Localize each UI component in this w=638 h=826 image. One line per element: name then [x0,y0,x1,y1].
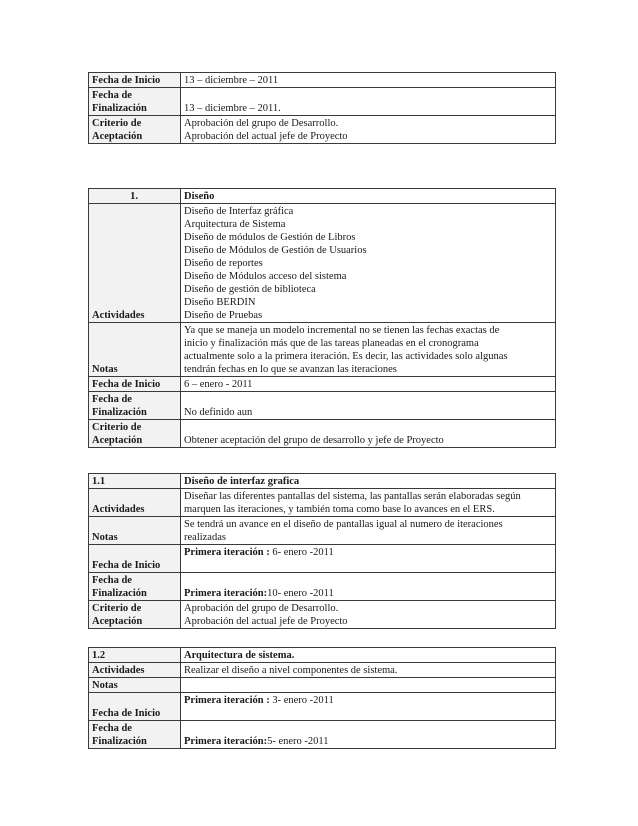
acceptance-criteria-label [89,420,181,448]
table-row [89,489,556,517]
activity-item: Diseño de reportes [184,258,263,269]
empty-line [184,559,551,572]
criteria-item: Aprobación del grupo de Desarrollo. [184,603,339,614]
iteration-label: Primera iteración: [184,588,268,599]
activities-label: Actividades [89,663,181,678]
end-date-value: 13 – diciembre – 2011. [181,88,556,116]
table-row [89,88,556,116]
end-date-label [89,392,181,420]
end-date-label-line1: Fecha de [92,723,132,734]
table-row [89,663,556,678]
empty-line [92,694,176,707]
table-row [89,116,556,144]
notes-label: Notas [89,323,181,377]
end-date-label [89,88,181,116]
activity-item: Diseño de Interfaz gráfica [184,206,294,217]
notes-line: realizadas [184,532,226,543]
end-date-label-line1: Fecha de [92,90,132,101]
notes-line: actualmente solo a la primera iteración. Es decir, las actividades solo algunas [184,351,508,362]
acceptance-criteria-value [181,601,556,629]
notes-line: tendrán fechas en lo que se avanzan las iteraciones [184,364,397,375]
criteria-label-line2: Aceptación [92,131,143,142]
iteration-label: Primera iteración: [184,736,268,747]
task-number: 1.2 [89,648,181,663]
start-date-label-text: Fecha de Inicio [92,708,161,719]
table-row [89,323,556,377]
activities-value: Realizar el diseño a nivel componentes de sistema. [181,663,556,678]
table-row [89,601,556,629]
architecture-table [88,647,556,749]
end-date-label-line2: Finalización [92,103,147,114]
table-row [89,545,556,573]
iteration-date: 5- enero -2011 [267,736,329,747]
activity-item: Arquitectura de Sistema [184,219,286,230]
activity-item: Diseño de Módulos de Gestión de Usuarios [184,245,367,256]
end-date-label-line2: Finalización [92,736,147,747]
end-date-label-line1: Fecha de [92,575,132,586]
start-date-value: 13 – diciembre – 2011 [181,73,556,88]
notes-label: Notas [89,517,181,545]
acceptance-criteria-label [89,116,181,144]
start-date-label: Fecha de Inicio [89,377,181,392]
start-date-label: Fecha de Inicio [89,73,181,88]
notes-value [181,323,556,377]
activity-item: Diseño BERDIN [184,297,256,308]
start-date-label [89,693,181,721]
criteria-label-line2: Aceptación [92,616,143,627]
criteria-item: Aprobación del actual jefe de Proyecto [184,616,348,627]
activity-item: Diseño de Módulos acceso del sistema [184,271,347,282]
notes-value [181,517,556,545]
phase-number: 1. [89,189,181,204]
activities-label: Actividades [89,489,181,517]
table-row [89,420,556,448]
interface-design-table [88,473,556,629]
task-title: Diseño de interfaz grafica [181,474,556,489]
criteria-label-line1: Criterio de [92,118,142,129]
table-row [89,377,556,392]
milestone-table-1 [88,72,556,144]
table-row [89,517,556,545]
notes-label: Notas [89,678,181,693]
table-row [89,721,556,749]
notes-value [181,678,556,693]
phase-title: Diseño [181,189,556,204]
end-date-value [181,573,556,601]
start-date-label: Fecha de Inicio [89,545,181,573]
iteration-label: Primera iteración : [184,695,270,706]
notes-line: inicio y finalización más que de las tareas planeadas en el cronograma [184,338,479,349]
start-date-value [181,693,556,721]
activity-item: Diseño de Pruebas [184,310,263,321]
task-title: Arquitectura de sistema. [181,648,556,663]
criteria-label-line1: Criterio de [92,422,142,433]
criteria-item: Aprobación del actual jefe de Proyecto [184,131,348,142]
table-row [89,474,556,489]
task-number: 1.1 [89,474,181,489]
table-row [89,392,556,420]
start-date-value [181,545,556,573]
iteration-label: Primera iteración : [184,547,270,558]
end-date-label [89,721,181,749]
activities-label: Actividades [89,204,181,323]
iteration-date: 6- enero -2011 [269,547,334,558]
start-date-line [184,694,551,707]
end-date-label [89,573,181,601]
acceptance-criteria-value: Obtener aceptación del grupo de desarrollo y jefe de Proyecto [181,420,556,448]
table-row [89,678,556,693]
criteria-item: Aprobación del grupo de Desarrollo. [184,118,339,129]
iteration-date: 3- enero -2011 [269,695,334,706]
activities-line: marquen las iteraciones, y también toma como base lo avances en el ERS. [184,504,495,515]
start-date-value: 6 – enero - 2011 [181,377,556,392]
empty-line [184,679,551,692]
table-row [89,189,556,204]
activity-item: Diseño de módulos de Gestión de Libros [184,232,356,243]
end-date-value [181,721,556,749]
table-row [89,573,556,601]
notes-line: Ya que se maneja un modelo incremental no se tienen las fechas exactas de [184,325,500,336]
activities-line: Diseñar las diferentes pantallas del sistema, las pantallas serán elaboradas según [184,491,521,502]
start-date-line [184,546,551,559]
acceptance-criteria-value [181,116,556,144]
activities-value [181,489,556,517]
table-row [89,73,556,88]
end-date-label-line1: Fecha de [92,394,132,405]
table-row [89,204,556,323]
activity-item: Diseño de gestión de biblioteca [184,284,316,295]
design-phase-table [88,188,556,448]
notes-line: Se tendrá un avance en el diseño de pantallas igual al numero de iteraciones [184,519,503,530]
iteration-date: 10- enero -2011 [267,588,334,599]
table-row [89,648,556,663]
table-row [89,693,556,721]
end-date-value: No definido aun [181,392,556,420]
criteria-label-line2: Aceptación [92,435,143,446]
activities-list [181,204,556,323]
end-date-label-line2: Finalización [92,407,147,418]
end-date-label-line2: Finalización [92,588,147,599]
acceptance-criteria-label [89,601,181,629]
criteria-label-line1: Criterio de [92,603,142,614]
